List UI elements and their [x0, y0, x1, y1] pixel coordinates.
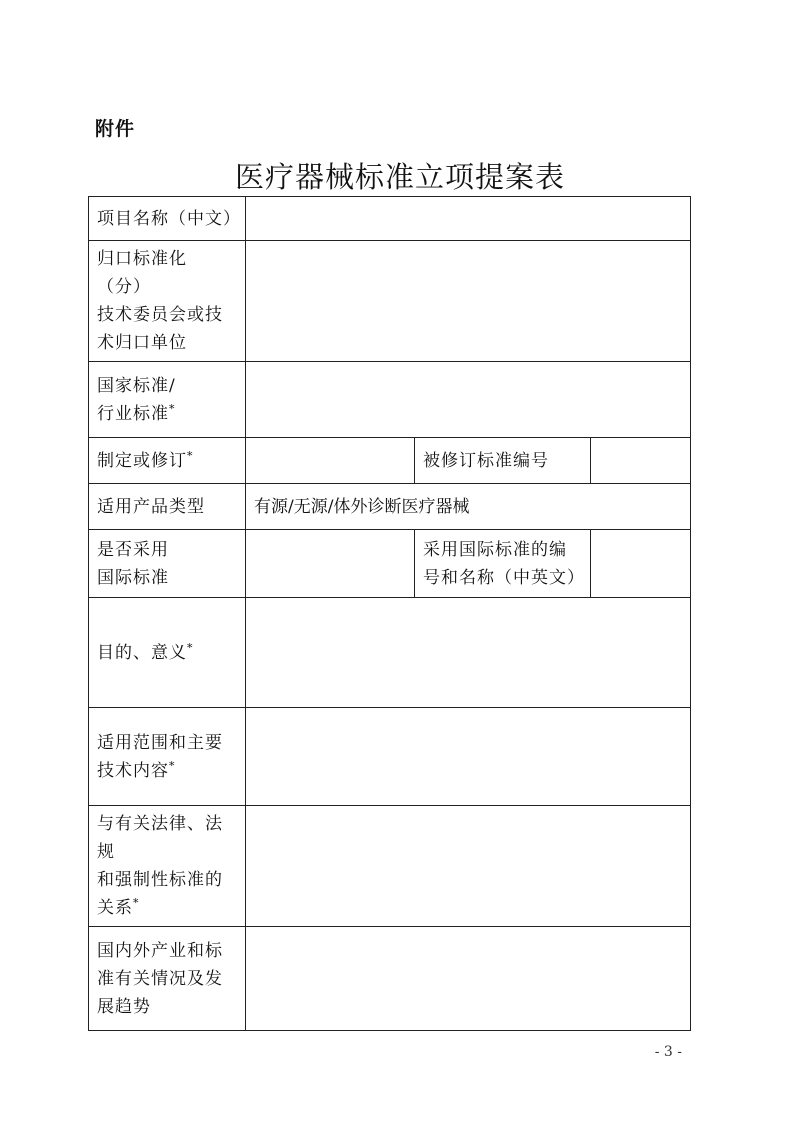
row-scope [89, 708, 691, 806]
standard-level-cell [89, 362, 246, 438]
product-type-label: 适用产品类型 [89, 484, 246, 530]
scope-field[interactable] [246, 708, 691, 806]
relation-laws-cell [89, 806, 246, 927]
industry-status-field[interactable] [246, 927, 691, 1031]
page-number: - 3 - [654, 1044, 682, 1060]
purpose-label: 目的、意义 [97, 642, 187, 663]
product-type-value[interactable]: 有源/无源/体外诊断医疗器械 [246, 484, 691, 530]
revised-standard-number-field[interactable] [591, 438, 691, 484]
proposal-form-table [88, 196, 691, 1031]
project-name-field[interactable] [246, 197, 691, 241]
purpose-cell [89, 598, 246, 708]
international-standard-id-label: 采用国际标准的编 号和名称（中英文） [415, 530, 591, 598]
purpose-field[interactable] [246, 598, 691, 708]
scope-label: 适用范围和主要 技术内容 [97, 732, 223, 781]
required-mark: * [169, 401, 176, 415]
revised-standard-number-label: 被修订标准编号 [415, 438, 591, 484]
industry-status-label: 国内外产业和标 准有关情况及发 展趋势 [89, 927, 246, 1031]
formulate-revise-cell [89, 438, 246, 484]
adopt-international-label: 是否采用 国际标准 [89, 530, 246, 598]
project-name-label: 项目名称（中文） [89, 197, 246, 241]
row-purpose [89, 598, 691, 708]
row-project-name [89, 197, 691, 241]
committee-field[interactable] [246, 241, 691, 362]
row-product-type [89, 484, 691, 530]
relation-laws-field[interactable] [246, 806, 691, 927]
formulate-revise-field[interactable] [246, 438, 415, 484]
row-standard-level [89, 362, 691, 438]
adopt-international-field[interactable] [246, 530, 415, 598]
scope-cell [89, 708, 246, 806]
row-relation-laws [89, 806, 691, 927]
required-mark: * [133, 896, 140, 910]
standard-level-field[interactable] [246, 362, 691, 438]
required-mark: * [169, 758, 176, 772]
required-mark: * [187, 448, 194, 462]
page-title: 医疗器械标准立项提案表 [234, 160, 565, 194]
relation-laws-label: 与有关法律、法规 和强制性标准的 关系 [97, 814, 223, 918]
standard-level-label: 国家标准/ 行业标准 [97, 375, 176, 424]
row-committee [89, 241, 691, 362]
international-standard-id-field[interactable] [591, 530, 691, 598]
row-industry-status [89, 927, 691, 1031]
required-mark: * [187, 640, 194, 654]
formulate-revise-label: 制定或修订 [97, 450, 187, 471]
row-formulate-revise [89, 438, 691, 484]
attachment-label: 附件 [95, 118, 136, 140]
committee-label: 归口标准化（分） 技术委员会或技 术归口单位 [89, 241, 246, 362]
row-adopt-international [89, 530, 691, 598]
